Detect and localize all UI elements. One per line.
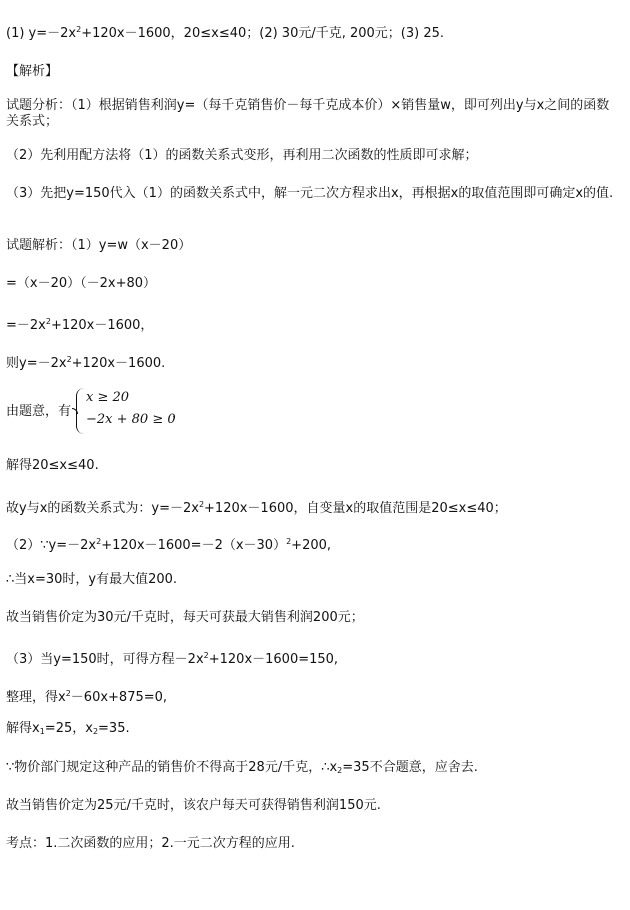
inequality-system [48, 388, 178, 436]
analysis-heading: 【解析】 [6, 64, 59, 79]
solution-line-10: 故当销售价定为30元/千克时，每天可获最大销售利润200元； [6, 610, 364, 625]
solution-line-13: 解得$x_1=25$，$x_2=35$. [6, 721, 130, 736]
solution-line-3: $=-2x^2+120x-1600$， [6, 317, 154, 333]
solution-line-2: =（x－20）（－2x+80） [6, 276, 157, 291]
system-suffix: ， [172, 406, 186, 421]
solution-line-8: $(2)\because y=-2x^2+120x-1600=-2(x-30)^2+200$, [6, 537, 332, 553]
inequality-2: −2x + 80 ≥ 0 [86, 412, 176, 427]
solution-line-4: 则$y=-2x^2+120x-1600$. [6, 355, 166, 371]
answer-line: (1) $y=-2x^2+120x-1600$，20≤x≤40；(2) 30元/千克, 200元；(3) 25. [6, 25, 445, 41]
solution-line-15: 故当销售价定为25元/千克时，该农户每天可获得销售利润150元. [6, 798, 381, 813]
analysis-paragraph-2: （2）先利用配方法将（1）的函数关系式变形，再利用二次函数的性质即可求解； [6, 148, 478, 163]
inequality-1: x ≥ 20 [86, 390, 130, 405]
left-brace [76, 388, 86, 434]
analysis-paragraph-1: 试题分析：（1）根据销售利润y=（每千克销售价－每千克成本价）×销售量w，即可列出y与x之间的函数关系式； [6, 98, 610, 129]
solution-line-9: ∴当x=30时，y有最大值200. [6, 572, 178, 587]
solution-line-6: 解得20≤x≤40. [6, 458, 99, 473]
analysis-paragraph-3: （3）先把y=150代入（1）的函数关系式中，解一元二次方程求出x，再根据x的取值范围即可确定x的值. [6, 186, 614, 201]
key-points: 考点：1.二次函数的应用；2.一元二次方程的应用. [6, 836, 295, 851]
solution-line-14: ∵物价部门规定这种产品的销售价不得高于28元/千克，$\therefore x_2=35$不合题意，应舍去. [6, 760, 478, 775]
solution-line-1: 试题解析：（1）y=w（x－20） [6, 238, 192, 253]
solution-line-12: 整理，得$x^2-60x+875=0$, [6, 689, 168, 705]
solution-line-7: 故y与x的函数关系式为：$y=-2x^2+120x-1600$，自变量x的取值范围是20≤x≤40； [6, 500, 507, 516]
solution-line-11: （3）当y=150时，可得方程$-2x^2+120x-1600=150$, [6, 651, 339, 667]
system-prefix: 由题意，有 [6, 404, 72, 419]
